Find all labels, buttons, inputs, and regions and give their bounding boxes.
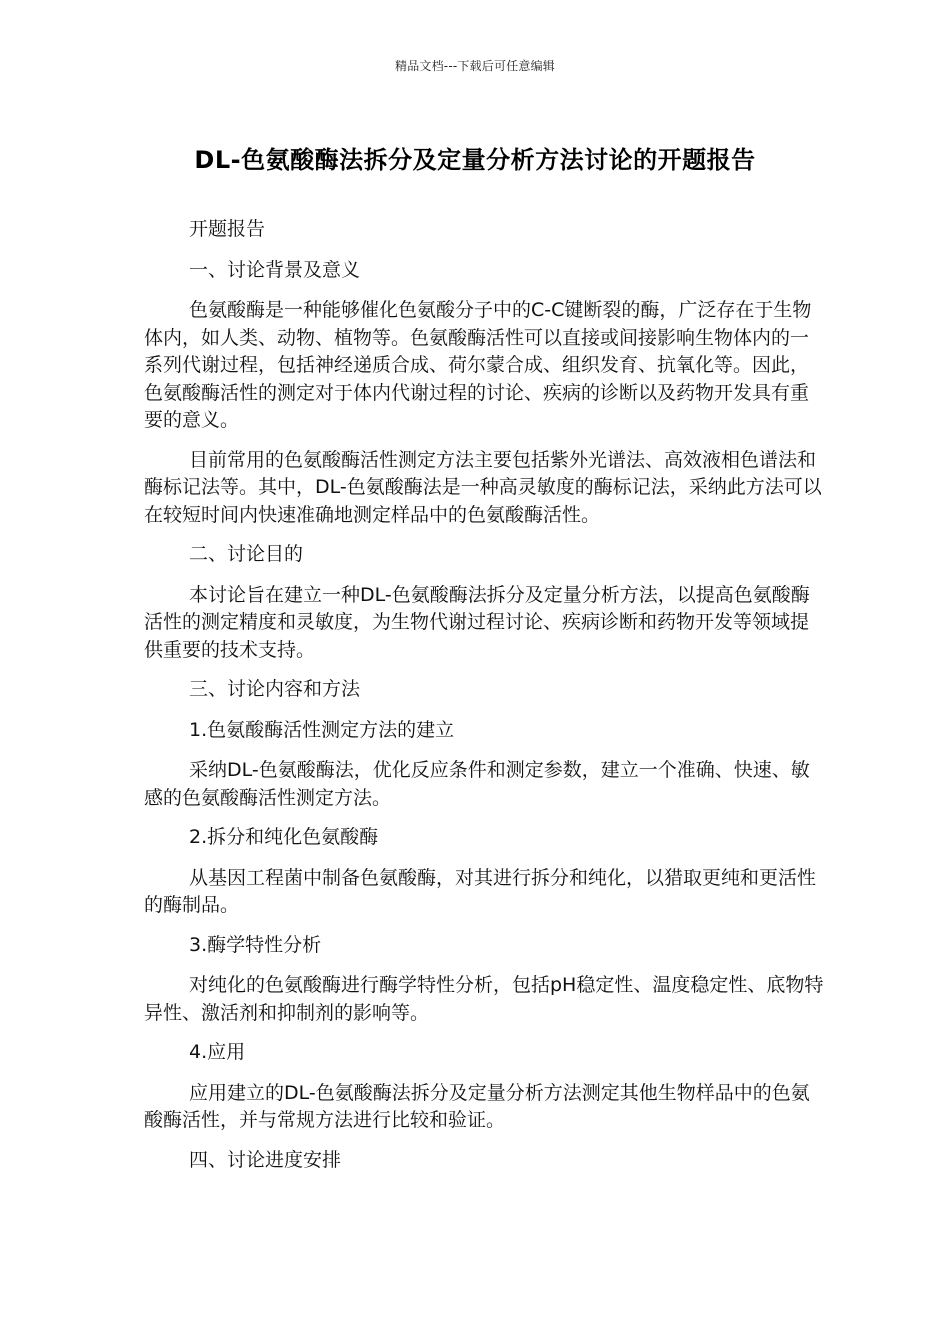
header-note: 精品文档---下载后可任意编辑 bbox=[395, 59, 555, 73]
subheading-separation-purification: 2.拆分和纯化色氨酸酶 bbox=[189, 826, 379, 848]
paragraph-background-1: 色氨酸酶是一种能够催化色氨酸分子中的C-C键断裂的酶，广泛存在于生物体内，如人类、动物、植物等。色氨酸酶活性可以直接或间接影响生物体内的一系列代谢过程，包括神经递质合成、荷尔蒙合成、组织发育、抗氧化等。因此，色氨酸酶活性的测定对于体内代谢过程的讨论、疾病的诊断以及药物开发具有重要的意义。 bbox=[144, 299, 812, 431]
paragraph-background-2: 目前常用的色氨酸酶活性测定方法主要包括紫外光谱法、高效液相色谱法和酶标记法等。其中，DL-色氨酸酶法是一种高灵敏度的酶标记法，采纳此方法可以在较短时间内快速准确地测定样品中的色氨酸酶活性。 bbox=[144, 448, 822, 526]
section-heading-purpose: 二、讨论目的 bbox=[189, 543, 304, 565]
subheading-application: 4.应用 bbox=[189, 1041, 246, 1063]
paragraph-application: 应用建立的DL-色氨酸酶法拆分及定量分析方法测定其他生物样品中的色氨酸酶活性，并与常规方法进行比较和验证。 bbox=[144, 1081, 810, 1131]
paragraph-purpose: 本讨论旨在建立一种DL-色氨酸酶法拆分及定量分析方法，以提高色氨酸酶活性的测定精度和灵敏度，为生物代谢过程讨论、疾病诊断和药物开发等领域提供重要的技术支持。 bbox=[144, 583, 810, 661]
section-heading-schedule: 四、讨论进度安排 bbox=[189, 1148, 342, 1171]
section-heading-background: 一、讨论背景及意义 bbox=[189, 258, 361, 281]
report-label: 开题报告 bbox=[189, 218, 266, 240]
paragraph-separation-purification: 从基因工程菌中制备色氨酸酶，对其进行拆分和纯化，以猎取更纯和更活性的酶制品。 bbox=[144, 866, 817, 916]
document-body bbox=[144, 216, 824, 1187]
section-heading-content-methods: 三、讨论内容和方法 bbox=[189, 678, 361, 700]
paragraph-method-establishment: 采纳DL-色氨酸酶法，优化反应条件和测定参数，建立一个准确、快速、敏感的色氨酸酶活性测定方法。 bbox=[144, 759, 810, 809]
subheading-method-establishment: 1.色氨酸酶活性测定方法的建立 bbox=[189, 718, 455, 741]
subheading-enzymology: 3.酶学特性分析 bbox=[189, 933, 322, 956]
document-title: DL-色氨酸酶法拆分及定量分析方法讨论的开题报告 bbox=[194, 146, 756, 174]
paragraph-enzymology: 对纯化的色氨酸酶进行酶学特性分析，包括pH稳定性、温度稳定性、底物特异性、激活剂和抑制剂的影响等。 bbox=[144, 974, 824, 1024]
